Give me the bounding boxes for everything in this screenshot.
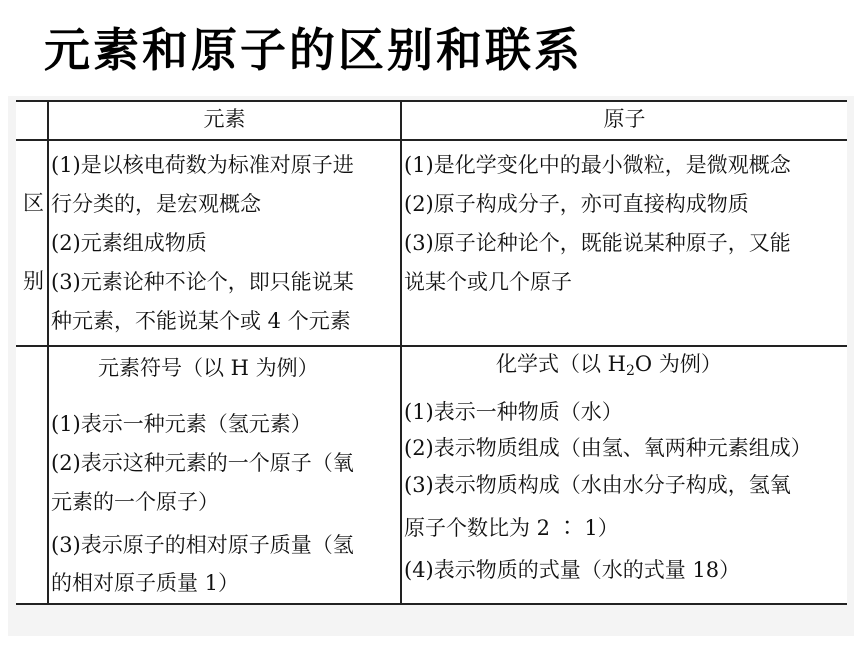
page-title: 元素和原子的区别和联系 <box>44 23 583 77</box>
connection-atom-heading-pre: 化学式（以 H <box>496 352 626 376</box>
connection-atom-heading <box>496 349 722 380</box>
difference-atom-line-4: 说某个或几个原子 <box>404 270 572 294</box>
middle-column-divider <box>400 100 402 605</box>
side-column-divider <box>47 100 49 605</box>
comparison-table <box>16 100 847 605</box>
side-label-difference-2: 别 <box>23 269 44 293</box>
difference-element-line-4: (3)元素论种不论个，即只能说某 <box>51 270 354 294</box>
connection-atom-line-5: (4)表示物质的式量（水的式量 18） <box>404 558 741 582</box>
connection-atom-line-3: (3)表示物质构成（水由水分子构成，氢氧 <box>404 473 791 497</box>
difference-atom-line-1: (1)是化学变化中的最小微粒，是微观概念 <box>404 153 791 177</box>
connection-atom-line-2: (2)表示物质组成（由氢、氧两种元素组成） <box>404 436 812 460</box>
connection-element-line-1: (1)表示一种元素（氢元素） <box>51 412 312 436</box>
section-divider <box>16 345 847 347</box>
connection-element-line-5: 的相对原子质量 1） <box>51 571 240 595</box>
difference-element-line-3: (2)元素组成物质 <box>51 231 207 255</box>
connection-atom-heading-sub: 2 <box>626 363 635 379</box>
connection-atom-line-1: (1)表示一种物质（水） <box>404 400 623 424</box>
difference-element-line-2: 行分类的，是宏观概念 <box>51 192 261 216</box>
header-atom: 原子 <box>603 107 646 131</box>
side-label-difference-1: 区 <box>23 191 44 215</box>
difference-atom-line-2: (2)原子构成分子，亦可直接构成物质 <box>404 192 749 216</box>
connection-element-line-4: (3)表示原子的相对原子质量（氢 <box>51 533 354 557</box>
connection-atom-heading-post: O 为例） <box>634 352 722 376</box>
header-element: 元素 <box>203 107 246 131</box>
difference-element-line-1: (1)是以核电荷数为标准对原子进 <box>51 153 354 177</box>
connection-element-heading: 元素符号（以 H 为例） <box>98 356 319 380</box>
table-border-bottom <box>16 603 847 605</box>
table-border-top <box>16 100 847 102</box>
header-divider <box>16 139 847 141</box>
difference-atom-line-3: (3)原子论种论个，既能说某种原子，又能 <box>404 231 791 255</box>
connection-element-line-2: (2)表示这种元素的一个原子（氧 <box>51 451 354 475</box>
connection-atom-line-4: 原子个数比为 2 ∶ 1） <box>404 516 619 540</box>
difference-element-line-5: 种元素，不能说某个或 4 个元素 <box>51 309 351 333</box>
connection-element-line-3: 元素的一个原子） <box>51 490 219 514</box>
